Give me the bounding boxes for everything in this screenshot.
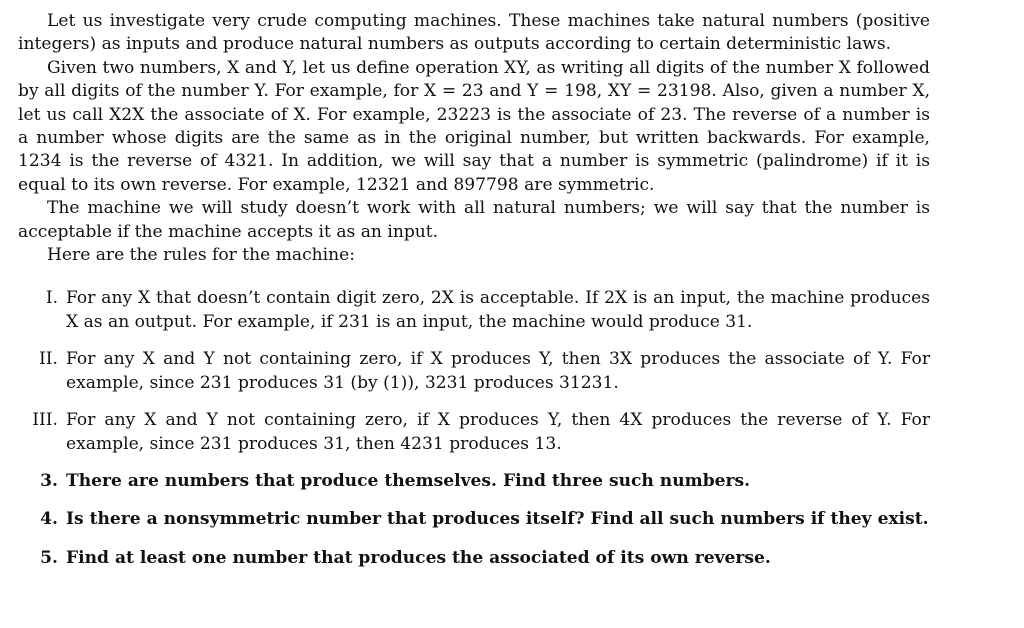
- intro-paragraph-1: Let us investigate very crude computing machines. These machines take natural numbers (positive integers) as inputs and produce natural numbers as outputs according to certain deterministic laws.: [18, 11, 930, 55]
- intro-paragraph-4: Here are the rules for the machine:: [47, 245, 356, 266]
- question-item: [18, 547, 930, 570]
- rules-list: [18, 287, 930, 455]
- question-item: [18, 470, 930, 493]
- rule-number: III.: [32, 410, 58, 431]
- question-text: Find at least one number that produces the associated of its own reverse.: [66, 547, 771, 568]
- rule-number: II.: [39, 349, 58, 370]
- rule-text: For any X that doesn’t contain digit zero, 2X is acceptable. If 2X is an input, the machine produces X as an output. For example, if 231 is an input, the machine would produce 31.: [66, 288, 930, 332]
- question-text: Is there a nonsymmetric number that produces itself? Find all such numbers if they exist.: [66, 509, 929, 530]
- questions-list: [18, 470, 930, 570]
- intro-paragraph-2: Given two numbers, X and Y, let us define operation XY, as writing all digits of the number X followed by all digits of the number Y. For example, for X = 23 and Y = 198, XY = 23198. Also, given a number X, let us call X2X the associate of X. For example, 23223 is the associate of 23. The reverse of a number is a number whose digits are the same as in the original number, but written backwards. For example, 1234 is the reverse of 4321. In addition, we will say that a number is symmetric (palindrome) if it is equal to its own reverse. For example, 12321 and 897798 are symmetric.: [18, 57, 930, 195]
- question-number: 5.: [40, 547, 58, 568]
- question-item: [18, 508, 930, 531]
- question-number: 4.: [40, 509, 58, 530]
- rule-item: [18, 409, 930, 456]
- question-text: There are numbers that produce themselves. Find three such numbers.: [66, 470, 751, 491]
- question-number: 3.: [40, 470, 58, 491]
- rule-text: For any X and Y not containing zero, if X produces Y, then 4X produces the reverse of Y. For example, since 231 produces 31, then 4231 produces 13.: [66, 410, 930, 454]
- rule-item: [18, 287, 930, 334]
- intro-paragraph-3: The machine we will study doesn’t work with all natural numbers; we will say that the number is acceptable if the machine accepts it as an input.: [18, 198, 930, 242]
- rule-text: For any X and Y not containing zero, if X produces Y, then 3X produces the associate of Y. For example, since 231 produces 31 (by (1)), 3231 produces 31231.: [66, 349, 930, 393]
- rule-number: I.: [45, 288, 58, 309]
- rule-item: [18, 348, 930, 395]
- problem-document: [18, 10, 930, 585]
